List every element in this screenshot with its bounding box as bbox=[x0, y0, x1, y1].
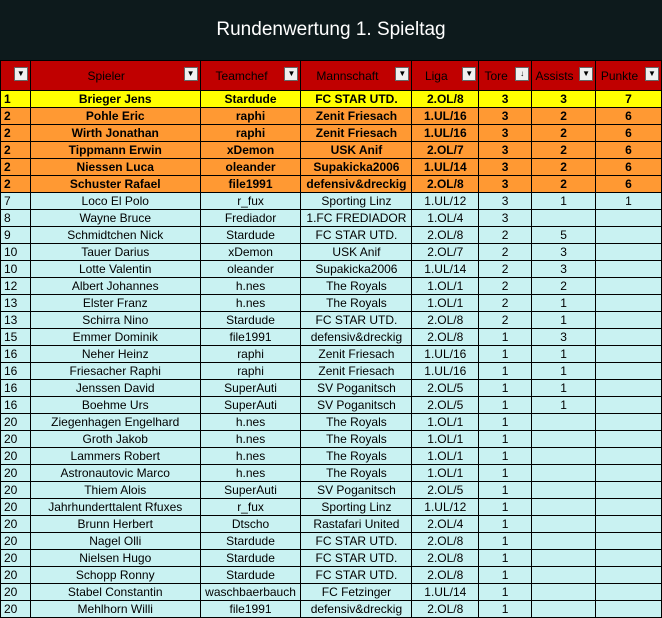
liga-cell[interactable]: 1.OL/1 bbox=[412, 278, 479, 295]
teamchef-cell[interactable]: h.nes bbox=[200, 295, 301, 312]
player-cell[interactable]: Schirra Nino bbox=[30, 312, 200, 329]
filter-dropdown-icon[interactable]: ▼ bbox=[284, 67, 298, 81]
teamchef-cell[interactable]: SuperAuti bbox=[200, 380, 301, 397]
liga-cell[interactable]: 1.UL/12 bbox=[412, 499, 479, 516]
rank-cell[interactable]: 20 bbox=[1, 601, 31, 618]
player-cell[interactable]: Emmer Dominik bbox=[30, 329, 200, 346]
rank-cell[interactable]: 10 bbox=[1, 244, 31, 261]
rank-cell[interactable]: 20 bbox=[1, 567, 31, 584]
liga-cell[interactable]: 2.OL/7 bbox=[412, 142, 479, 159]
assists-cell[interactable]: 2 bbox=[532, 125, 596, 142]
assists-cell[interactable]: 5 bbox=[532, 227, 596, 244]
teamchef-cell[interactable]: SuperAuti bbox=[200, 482, 301, 499]
assists-cell[interactable]: 1 bbox=[532, 380, 596, 397]
assists-cell[interactable] bbox=[532, 567, 596, 584]
punkte-cell[interactable]: 6 bbox=[596, 176, 662, 193]
table-row bbox=[1, 227, 662, 244]
rank-cell[interactable]: 2 bbox=[1, 142, 31, 159]
rank-cell[interactable]: 16 bbox=[1, 380, 31, 397]
rank-cell[interactable]: 16 bbox=[1, 397, 31, 414]
table-row bbox=[1, 125, 662, 142]
player-cell[interactable]: Albert Johannes bbox=[30, 278, 200, 295]
tore-cell[interactable]: 3 bbox=[479, 108, 532, 125]
punkte-cell[interactable] bbox=[596, 550, 662, 567]
liga-cell[interactable]: 1.UL/16 bbox=[412, 346, 479, 363]
header-liga[interactable]: Liga ▼ bbox=[412, 61, 479, 91]
player-cell[interactable]: Lammers Robert bbox=[30, 448, 200, 465]
player-cell[interactable]: Lotte Valentin bbox=[30, 261, 200, 278]
mannschaft-cell[interactable]: SV Poganitsch bbox=[301, 482, 412, 499]
liga-cell[interactable]: 1.UL/14 bbox=[412, 584, 479, 601]
assists-cell[interactable]: 2 bbox=[532, 176, 596, 193]
liga-cell[interactable]: 1.OL/1 bbox=[412, 448, 479, 465]
teamchef-cell[interactable]: SuperAuti bbox=[200, 397, 301, 414]
table-row bbox=[1, 567, 662, 584]
player-cell[interactable]: Jenssen David bbox=[30, 380, 200, 397]
tore-cell[interactable]: 2 bbox=[479, 244, 532, 261]
rank-cell[interactable]: 9 bbox=[1, 227, 31, 244]
mannschaft-cell[interactable]: Sporting Linz bbox=[301, 499, 412, 516]
punkte-cell[interactable] bbox=[596, 295, 662, 312]
table-row bbox=[1, 397, 662, 414]
mannschaft-cell[interactable]: SV Poganitsch bbox=[301, 380, 412, 397]
liga-cell[interactable]: 1.OL/1 bbox=[412, 465, 479, 482]
mannschaft-cell[interactable]: The Royals bbox=[301, 278, 412, 295]
tore-cell[interactable]: 1 bbox=[479, 465, 532, 482]
table-row bbox=[1, 142, 662, 159]
rank-cell[interactable]: 10 bbox=[1, 261, 31, 278]
table-row bbox=[1, 584, 662, 601]
teamchef-cell[interactable]: oleander bbox=[200, 159, 301, 176]
table-row bbox=[1, 499, 662, 516]
teamchef-cell[interactable]: h.nes bbox=[200, 414, 301, 431]
header-assists[interactable]: Assists ▼ bbox=[532, 61, 596, 91]
player-cell[interactable]: Schuster Rafael bbox=[30, 176, 200, 193]
table-row bbox=[1, 176, 662, 193]
tore-cell[interactable]: 1 bbox=[479, 584, 532, 601]
header-mannschaft[interactable]: Mannschaft ▼ bbox=[301, 61, 412, 91]
player-cell[interactable]: Boehme Urs bbox=[30, 397, 200, 414]
liga-cell[interactable]: 2.OL/5 bbox=[412, 380, 479, 397]
teamchef-cell[interactable]: r_fux bbox=[200, 499, 301, 516]
sort-descending-icon[interactable]: ↓ bbox=[515, 67, 529, 81]
table-row bbox=[1, 448, 662, 465]
punkte-cell[interactable] bbox=[596, 329, 662, 346]
teamchef-cell[interactable]: raphi bbox=[200, 346, 301, 363]
punkte-cell[interactable] bbox=[596, 499, 662, 516]
mannschaft-cell[interactable]: FC STAR UTD. bbox=[301, 227, 412, 244]
filter-dropdown-icon[interactable]: ▼ bbox=[645, 67, 659, 81]
table-row bbox=[1, 244, 662, 261]
table-row bbox=[1, 380, 662, 397]
mannschaft-cell[interactable]: defensiv&dreckig bbox=[301, 329, 412, 346]
assists-cell[interactable]: 3 bbox=[532, 91, 596, 108]
tore-cell[interactable]: 1 bbox=[479, 431, 532, 448]
mannschaft-cell[interactable]: The Royals bbox=[301, 431, 412, 448]
tore-cell[interactable]: 3 bbox=[479, 210, 532, 227]
rank-cell[interactable]: 20 bbox=[1, 499, 31, 516]
rank-cell[interactable]: 16 bbox=[1, 363, 31, 380]
tore-cell[interactable]: 2 bbox=[479, 261, 532, 278]
liga-cell[interactable]: 2.OL/5 bbox=[412, 482, 479, 499]
mannschaft-cell[interactable]: The Royals bbox=[301, 448, 412, 465]
punkte-cell[interactable]: 6 bbox=[596, 142, 662, 159]
filter-dropdown-icon[interactable]: ▼ bbox=[395, 67, 409, 81]
teamchef-cell[interactable]: Dtscho bbox=[200, 516, 301, 533]
assists-cell[interactable]: 1 bbox=[532, 312, 596, 329]
rank-cell[interactable]: 8 bbox=[1, 210, 31, 227]
liga-cell[interactable]: 2.OL/8 bbox=[412, 550, 479, 567]
header-row bbox=[1, 61, 662, 91]
punkte-cell[interactable] bbox=[596, 210, 662, 227]
player-cell[interactable]: Nielsen Hugo bbox=[30, 550, 200, 567]
rank-cell[interactable]: 2 bbox=[1, 108, 31, 125]
assists-cell[interactable]: 2 bbox=[532, 278, 596, 295]
liga-cell[interactable]: 1.OL/4 bbox=[412, 210, 479, 227]
table-row bbox=[1, 329, 662, 346]
tore-cell[interactable]: 1 bbox=[479, 448, 532, 465]
liga-cell[interactable]: 1.UL/14 bbox=[412, 159, 479, 176]
assists-cell[interactable] bbox=[532, 414, 596, 431]
punkte-cell[interactable] bbox=[596, 482, 662, 499]
player-cell[interactable]: Thiem Alois bbox=[30, 482, 200, 499]
tore-cell[interactable]: 1 bbox=[479, 533, 532, 550]
player-cell[interactable]: Mehlhorn Willi bbox=[30, 601, 200, 618]
mannschaft-cell[interactable]: Zenit Friesach bbox=[301, 108, 412, 125]
punkte-cell[interactable]: 6 bbox=[596, 125, 662, 142]
table-row bbox=[1, 312, 662, 329]
assists-cell[interactable] bbox=[532, 448, 596, 465]
tore-cell[interactable]: 1 bbox=[479, 550, 532, 567]
rank-cell[interactable]: 13 bbox=[1, 295, 31, 312]
player-cell[interactable]: Stabel Constantin bbox=[30, 584, 200, 601]
table-row bbox=[1, 108, 662, 125]
punkte-cell[interactable] bbox=[596, 227, 662, 244]
liga-cell[interactable]: 2.OL/8 bbox=[412, 533, 479, 550]
teamchef-cell[interactable]: Stardude bbox=[200, 567, 301, 584]
assists-cell[interactable] bbox=[532, 482, 596, 499]
table-row bbox=[1, 295, 662, 312]
header-punkte[interactable]: Punkte ▼ bbox=[596, 61, 662, 91]
tore-cell[interactable]: 3 bbox=[479, 125, 532, 142]
liga-cell[interactable]: 2.OL/8 bbox=[412, 329, 479, 346]
teamchef-cell[interactable]: oleander bbox=[200, 261, 301, 278]
tore-cell[interactable]: 2 bbox=[479, 278, 532, 295]
assists-cell[interactable] bbox=[532, 516, 596, 533]
mannschaft-cell[interactable]: FC Fetzinger bbox=[301, 584, 412, 601]
mannschaft-cell[interactable]: Zenit Friesach bbox=[301, 346, 412, 363]
punkte-cell[interactable] bbox=[596, 397, 662, 414]
player-cell[interactable]: Pohle Eric bbox=[30, 108, 200, 125]
header-teamchef[interactable]: Teamchef ▼ bbox=[200, 61, 301, 91]
assists-cell[interactable] bbox=[532, 533, 596, 550]
liga-cell[interactable]: 2.OL/4 bbox=[412, 516, 479, 533]
rank-cell[interactable]: 16 bbox=[1, 346, 31, 363]
teamchef-cell[interactable]: Frediador bbox=[200, 210, 301, 227]
punkte-cell[interactable]: 7 bbox=[596, 91, 662, 108]
mannschaft-cell[interactable]: The Royals bbox=[301, 295, 412, 312]
liga-cell[interactable]: 2.OL/8 bbox=[412, 227, 479, 244]
table-row bbox=[1, 550, 662, 567]
punkte-cell[interactable] bbox=[596, 601, 662, 618]
mannschaft-cell[interactable]: Zenit Friesach bbox=[301, 363, 412, 380]
table-row bbox=[1, 516, 662, 533]
assists-cell[interactable]: 1 bbox=[532, 397, 596, 414]
liga-cell[interactable]: 1.OL/1 bbox=[412, 414, 479, 431]
tore-cell[interactable]: 1 bbox=[479, 397, 532, 414]
tore-cell[interactable]: 3 bbox=[479, 142, 532, 159]
assists-cell[interactable] bbox=[532, 584, 596, 601]
table-row bbox=[1, 159, 662, 176]
mannschaft-cell[interactable]: USK Anif bbox=[301, 142, 412, 159]
liga-cell[interactable]: 1.UL/16 bbox=[412, 363, 479, 380]
punkte-cell[interactable] bbox=[596, 261, 662, 278]
player-cell[interactable]: Friesacher Raphi bbox=[30, 363, 200, 380]
rank-cell[interactable]: 20 bbox=[1, 550, 31, 567]
teamchef-cell[interactable]: Stardude bbox=[200, 91, 301, 108]
punkte-cell[interactable] bbox=[596, 312, 662, 329]
assists-cell[interactable]: 3 bbox=[532, 244, 596, 261]
tore-cell[interactable]: 2 bbox=[479, 312, 532, 329]
teamchef-cell[interactable]: file1991 bbox=[200, 601, 301, 618]
player-cell[interactable]: Astronautovic Marco bbox=[30, 465, 200, 482]
player-cell[interactable]: Neher Heinz bbox=[30, 346, 200, 363]
tore-cell[interactable]: 2 bbox=[479, 227, 532, 244]
filter-dropdown-icon[interactable]: ▼ bbox=[462, 67, 476, 81]
tore-cell[interactable]: 1 bbox=[479, 601, 532, 618]
liga-cell[interactable]: 2.OL/8 bbox=[412, 312, 479, 329]
rank-cell[interactable]: 7 bbox=[1, 193, 31, 210]
tore-cell[interactable]: 3 bbox=[479, 159, 532, 176]
player-cell[interactable]: Wirth Jonathan bbox=[30, 125, 200, 142]
punkte-cell[interactable]: 6 bbox=[596, 159, 662, 176]
rank-cell[interactable]: 2 bbox=[1, 176, 31, 193]
player-cell[interactable]: Ziegenhagen Engelhard bbox=[30, 414, 200, 431]
table-row bbox=[1, 91, 662, 108]
mannschaft-cell[interactable]: FC STAR UTD. bbox=[301, 91, 412, 108]
table-row bbox=[1, 278, 662, 295]
filter-dropdown-icon[interactable]: ▼ bbox=[184, 67, 198, 81]
punkte-cell[interactable]: 6 bbox=[596, 108, 662, 125]
punkte-cell[interactable] bbox=[596, 584, 662, 601]
player-cell[interactable]: Schopp Ronny bbox=[30, 567, 200, 584]
table-row bbox=[1, 601, 662, 618]
table-row bbox=[1, 210, 662, 227]
table-row bbox=[1, 431, 662, 448]
mannschaft-cell[interactable]: Supakicka2006 bbox=[301, 159, 412, 176]
tore-cell[interactable]: 3 bbox=[479, 91, 532, 108]
teamchef-cell[interactable]: Stardude bbox=[200, 227, 301, 244]
rank-cell[interactable]: 15 bbox=[1, 329, 31, 346]
teamchef-cell[interactable]: h.nes bbox=[200, 431, 301, 448]
mannschaft-cell[interactable]: Sporting Linz bbox=[301, 193, 412, 210]
mannschaft-cell[interactable]: USK Anif bbox=[301, 244, 412, 261]
mannschaft-cell[interactable]: The Royals bbox=[301, 414, 412, 431]
assists-cell[interactable]: 1 bbox=[532, 295, 596, 312]
punkte-cell[interactable] bbox=[596, 567, 662, 584]
teamchef-cell[interactable]: Stardude bbox=[200, 550, 301, 567]
liga-cell[interactable]: 1.OL/1 bbox=[412, 431, 479, 448]
punkte-cell[interactable] bbox=[596, 465, 662, 482]
table-row bbox=[1, 533, 662, 550]
tore-cell[interactable]: 2 bbox=[479, 295, 532, 312]
rank-cell[interactable]: 20 bbox=[1, 584, 31, 601]
player-cell[interactable]: Jahrhunderttalent Rfuxes bbox=[30, 499, 200, 516]
table-row bbox=[1, 482, 662, 499]
player-cell[interactable]: Tauer Darius bbox=[30, 244, 200, 261]
assists-cell[interactable] bbox=[532, 431, 596, 448]
teamchef-cell[interactable]: h.nes bbox=[200, 448, 301, 465]
teamchef-cell[interactable]: raphi bbox=[200, 363, 301, 380]
rank-cell[interactable]: 2 bbox=[1, 159, 31, 176]
assists-cell[interactable]: 1 bbox=[532, 363, 596, 380]
teamchef-cell[interactable]: file1991 bbox=[200, 176, 301, 193]
table-row bbox=[1, 363, 662, 380]
ranking-table bbox=[0, 60, 662, 618]
assists-cell[interactable] bbox=[532, 601, 596, 618]
punkte-cell[interactable]: 1 bbox=[596, 193, 662, 210]
punkte-cell[interactable] bbox=[596, 516, 662, 533]
assists-cell[interactable]: 3 bbox=[532, 329, 596, 346]
rank-cell[interactable]: 1 bbox=[1, 91, 31, 108]
mannschaft-cell[interactable]: Supakicka2006 bbox=[301, 261, 412, 278]
liga-cell[interactable]: 1.UL/12 bbox=[412, 193, 479, 210]
mannschaft-cell[interactable]: Rastafari United bbox=[301, 516, 412, 533]
teamchef-cell[interactable]: xDemon bbox=[200, 244, 301, 261]
header-rank[interactable] bbox=[1, 61, 31, 91]
assists-cell[interactable] bbox=[532, 550, 596, 567]
tore-cell[interactable]: 3 bbox=[479, 176, 532, 193]
assists-cell[interactable]: 1 bbox=[532, 193, 596, 210]
mannschaft-cell[interactable]: defensiv&dreckig bbox=[301, 176, 412, 193]
mannschaft-cell[interactable]: Zenit Friesach bbox=[301, 125, 412, 142]
liga-cell[interactable]: 2.OL/8 bbox=[412, 91, 479, 108]
player-cell[interactable]: Wayne Bruce bbox=[30, 210, 200, 227]
teamchef-cell[interactable]: Stardude bbox=[200, 533, 301, 550]
table-row bbox=[1, 261, 662, 278]
player-cell[interactable]: Tippmann Erwin bbox=[30, 142, 200, 159]
mannschaft-cell[interactable]: FC STAR UTD. bbox=[301, 550, 412, 567]
assists-cell[interactable] bbox=[532, 499, 596, 516]
liga-cell[interactable]: 1.OL/1 bbox=[412, 295, 479, 312]
header-spieler[interactable]: Spieler ▼ bbox=[30, 61, 200, 91]
table-row bbox=[1, 465, 662, 482]
punkte-cell[interactable] bbox=[596, 448, 662, 465]
rank-cell[interactable]: 20 bbox=[1, 533, 31, 550]
liga-cell[interactable]: 2.OL/8 bbox=[412, 567, 479, 584]
teamchef-cell[interactable]: Stardude bbox=[200, 312, 301, 329]
player-cell[interactable]: Niessen Luca bbox=[30, 159, 200, 176]
assists-cell[interactable] bbox=[532, 465, 596, 482]
teamchef-cell[interactable]: h.nes bbox=[200, 278, 301, 295]
punkte-cell[interactable] bbox=[596, 414, 662, 431]
filter-dropdown-icon[interactable]: ▼ bbox=[579, 67, 593, 81]
tore-cell[interactable]: 1 bbox=[479, 329, 532, 346]
player-cell[interactable]: Brunn Herbert bbox=[30, 516, 200, 533]
teamchef-cell[interactable]: file1991 bbox=[200, 329, 301, 346]
rank-cell[interactable]: 2 bbox=[1, 125, 31, 142]
rank-cell[interactable]: 20 bbox=[1, 516, 31, 533]
teamchef-cell[interactable]: waschbaerbauch bbox=[200, 584, 301, 601]
teamchef-cell[interactable]: raphi bbox=[200, 108, 301, 125]
rank-cell[interactable]: 12 bbox=[1, 278, 31, 295]
player-cell[interactable]: Groth Jakob bbox=[30, 431, 200, 448]
tore-cell[interactable]: 1 bbox=[479, 414, 532, 431]
table-row bbox=[1, 193, 662, 210]
liga-cell[interactable]: 1.UL/14 bbox=[412, 261, 479, 278]
assists-cell[interactable] bbox=[532, 210, 596, 227]
table-row bbox=[1, 346, 662, 363]
sheet-title: Rundenwertung 1. Spieltag bbox=[0, 0, 662, 60]
liga-cell[interactable]: 1.UL/16 bbox=[412, 108, 479, 125]
assists-cell[interactable]: 2 bbox=[532, 142, 596, 159]
liga-cell[interactable]: 2.OL/7 bbox=[412, 244, 479, 261]
punkte-cell[interactable] bbox=[596, 278, 662, 295]
punkte-cell[interactable] bbox=[596, 363, 662, 380]
punkte-cell[interactable] bbox=[596, 244, 662, 261]
assists-cell[interactable]: 1 bbox=[532, 346, 596, 363]
tore-cell[interactable]: 3 bbox=[479, 193, 532, 210]
player-cell[interactable]: Schmidtchen Nick bbox=[30, 227, 200, 244]
rank-cell[interactable]: 20 bbox=[1, 482, 31, 499]
assists-cell[interactable]: 2 bbox=[532, 159, 596, 176]
teamchef-cell[interactable]: xDemon bbox=[200, 142, 301, 159]
teamchef-cell[interactable]: r_fux bbox=[200, 193, 301, 210]
liga-cell[interactable]: 2.OL/8 bbox=[412, 601, 479, 618]
player-cell[interactable]: Nagel Olli bbox=[30, 533, 200, 550]
filter-dropdown-icon[interactable]: ▼ bbox=[14, 67, 28, 81]
mannschaft-cell[interactable]: SV Poganitsch bbox=[301, 397, 412, 414]
punkte-cell[interactable] bbox=[596, 431, 662, 448]
assists-cell[interactable]: 3 bbox=[532, 261, 596, 278]
teamchef-cell[interactable]: h.nes bbox=[200, 465, 301, 482]
player-cell[interactable]: Loco El Polo bbox=[30, 193, 200, 210]
rank-cell[interactable]: 13 bbox=[1, 312, 31, 329]
tore-cell[interactable]: 1 bbox=[479, 516, 532, 533]
player-cell[interactable]: Elster Franz bbox=[30, 295, 200, 312]
table-row bbox=[1, 414, 662, 431]
mannschaft-cell[interactable]: 1.FC FREDIADOR bbox=[301, 210, 412, 227]
mannschaft-cell[interactable]: defensiv&dreckig bbox=[301, 601, 412, 618]
punkte-cell[interactable] bbox=[596, 346, 662, 363]
mannschaft-cell[interactable]: FC STAR UTD. bbox=[301, 533, 412, 550]
tore-cell[interactable]: 1 bbox=[479, 567, 532, 584]
liga-cell[interactable]: 2.OL/8 bbox=[412, 176, 479, 193]
liga-cell[interactable]: 1.UL/16 bbox=[412, 125, 479, 142]
mannschaft-cell[interactable]: FC STAR UTD. bbox=[301, 567, 412, 584]
rank-cell[interactable]: 20 bbox=[1, 465, 31, 482]
mannschaft-cell[interactable]: FC STAR UTD. bbox=[301, 312, 412, 329]
liga-cell[interactable]: 2.OL/5 bbox=[412, 397, 479, 414]
player-cell[interactable]: Brieger Jens bbox=[30, 91, 200, 108]
rank-cell[interactable]: 20 bbox=[1, 414, 31, 431]
tore-cell[interactable]: 1 bbox=[479, 346, 532, 363]
rank-cell[interactable]: 20 bbox=[1, 448, 31, 465]
teamchef-cell[interactable]: raphi bbox=[200, 125, 301, 142]
mannschaft-cell[interactable]: The Royals bbox=[301, 465, 412, 482]
tore-cell[interactable]: 1 bbox=[479, 482, 532, 499]
rank-cell[interactable]: 20 bbox=[1, 431, 31, 448]
punkte-cell[interactable] bbox=[596, 380, 662, 397]
tore-cell[interactable]: 1 bbox=[479, 499, 532, 516]
tore-cell[interactable]: 1 bbox=[479, 380, 532, 397]
header-tore[interactable]: Tore ↓ bbox=[479, 61, 532, 91]
assists-cell[interactable]: 2 bbox=[532, 108, 596, 125]
tore-cell[interactable]: 1 bbox=[479, 363, 532, 380]
punkte-cell[interactable] bbox=[596, 533, 662, 550]
